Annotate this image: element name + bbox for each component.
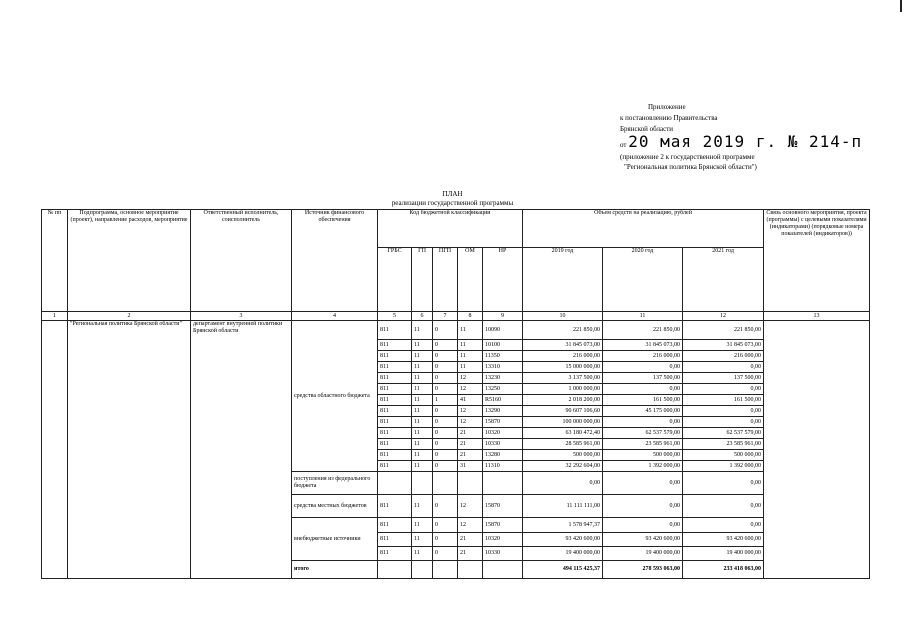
cell-amount-2019: 100 000 000,00 (523, 417, 603, 428)
cell-nr: 10330 (483, 439, 523, 450)
cell-gp: 11 (412, 518, 433, 533)
cell-grbs: 811 (378, 461, 412, 472)
cell-gp: 11 (412, 461, 433, 472)
cell-grbs: 811 (378, 533, 412, 547)
cell-grbs: 811 (378, 406, 412, 417)
cell-grbs: 811 (378, 439, 412, 450)
cell-nr: 11350 (483, 351, 523, 362)
table-body (42, 321, 870, 579)
cell-om: 12 (458, 384, 483, 395)
cell-grbs: 811 (378, 351, 412, 362)
cell-amount-2019: 1 578 947,37 (523, 518, 603, 533)
header-code-group: Код бюджетной классификации (378, 210, 523, 248)
cell-empty-code (412, 472, 433, 495)
column-number: 11 (603, 312, 683, 321)
cell-total-2021: 233 418 063,00 (683, 561, 764, 579)
cell-pgp: 0 (433, 340, 458, 351)
cell-amount-2020: 62 537 579,00 (603, 428, 683, 439)
cell-om: 21 (458, 439, 483, 450)
cell-amount-2021: 161 500,00 (683, 395, 764, 406)
cell-amount-2019: 216 000,00 (523, 351, 603, 362)
cell-om: 21 (458, 533, 483, 547)
cell-gp: 11 (412, 547, 433, 561)
cell-pgp: 0 (433, 439, 458, 450)
cell-amount-2021: 0,00 (683, 472, 764, 495)
cell-gp: 11 (412, 321, 433, 340)
cell-link (764, 321, 870, 579)
cell-pgp: 1 (433, 395, 458, 406)
cell-nr: 10100 (483, 340, 523, 351)
cell-pgp: 0 (433, 518, 458, 533)
header-no: № пп (42, 210, 68, 312)
header-amount-group: Объем средств на реализацию, рублей (523, 210, 764, 248)
cell-amount-2021: 0,00 (683, 384, 764, 395)
cell-amount-2019: 90 607 106,60 (523, 406, 603, 417)
cell-pgp: 0 (433, 417, 458, 428)
cell-amount-2020: 500 000,00 (603, 450, 683, 461)
cell-pgp: 0 (433, 428, 458, 439)
cell-amount-2020: 216 000,00 (603, 351, 683, 362)
approval-line-1: Приложение (648, 103, 686, 111)
cell-program-name: "Региональная политика Брянской области" (68, 321, 191, 579)
cell-grbs: 811 (378, 340, 412, 351)
header-executor: Ответственный исполнитель, соисполнитель (191, 210, 292, 312)
cell-amount-2020: 19 400 000,00 (603, 547, 683, 561)
cell-amount-2019: 15 000 000,00 (523, 362, 603, 373)
cell-empty-code (458, 472, 483, 495)
header-link: Связь основного мероприятия, проекта (программы) с целевыми показателями (индикаторами) (порядковые номера показателей (индикаторов)) (764, 210, 870, 312)
cell-total-label: итого (292, 561, 378, 579)
cell-amount-2019: 32 292 604,00 (523, 461, 603, 472)
cell-amount-2019: 0,00 (523, 472, 603, 495)
cell-grbs: 811 (378, 417, 412, 428)
cell-amount-2021: 216 000,00 (683, 351, 764, 362)
cell-amount-2020: 0,00 (603, 472, 683, 495)
approval-line-6: "Региональная политика Брянской области") (624, 163, 757, 171)
cell-pgp: 0 (433, 406, 458, 417)
cell-nr: 10320 (483, 428, 523, 439)
approval-date-line (620, 132, 863, 151)
cell-pgp: 0 (433, 373, 458, 384)
cell-om: 11 (458, 362, 483, 373)
cell-pgp: 0 (433, 547, 458, 561)
plan-table (41, 209, 870, 579)
cell-nr: 15870 (483, 495, 523, 518)
cell-empty-code (433, 561, 458, 579)
cell-amount-2019: 3 137 500,00 (523, 373, 603, 384)
header-code-nr: НР (483, 248, 523, 312)
cell-row-no (42, 321, 68, 579)
approval-line-3: Брянской области (620, 125, 674, 133)
cell-pgp: 0 (433, 321, 458, 340)
cell-empty-code (433, 472, 458, 495)
cell-total-2019: 494 115 425,37 (523, 561, 603, 579)
cell-om: 21 (458, 450, 483, 461)
cell-amount-2020: 31 845 073,00 (603, 340, 683, 351)
cell-nr: R5160 (483, 395, 523, 406)
cell-pgp: 0 (433, 351, 458, 362)
approval-date-number: 20 мая 2019 г. № 214-п (628, 132, 863, 151)
cell-amount-2019: 11 111 111,00 (523, 495, 603, 518)
cell-amount-2021: 31 845 073,00 (683, 340, 764, 351)
header-code-grbs: ГРБС (378, 248, 412, 312)
column-numbering-row (42, 312, 870, 321)
cell-amount-2019: 1 000 000,00 (523, 384, 603, 395)
column-number: 7 (433, 312, 458, 321)
header-code-pgp: ПГП (433, 248, 458, 312)
cell-om: 11 (458, 340, 483, 351)
cell-om: 12 (458, 406, 483, 417)
cell-om: 12 (458, 373, 483, 384)
column-number: 5 (378, 312, 412, 321)
cell-amount-2021: 500 000,00 (683, 450, 764, 461)
scan-edge-mark (900, 0, 902, 12)
cell-amount-2021: 137 500,00 (683, 373, 764, 384)
cell-grbs: 811 (378, 428, 412, 439)
cell-om: 21 (458, 547, 483, 561)
cell-amount-2020: 221 850,00 (603, 321, 683, 340)
cell-om: 41 (458, 395, 483, 406)
cell-grbs: 811 (378, 450, 412, 461)
cell-amount-2019: 63 180 472,40 (523, 428, 603, 439)
approval-from-prefix: от (620, 141, 627, 149)
cell-gp: 11 (412, 384, 433, 395)
cell-grbs: 811 (378, 321, 412, 340)
cell-pgp: 0 (433, 450, 458, 461)
cell-empty-code (458, 561, 483, 579)
cell-gp: 11 (412, 340, 433, 351)
cell-nr: 13280 (483, 450, 523, 461)
cell-empty-code (412, 561, 433, 579)
cell-amount-2021: 19 400 000,00 (683, 547, 764, 561)
column-number: 9 (483, 312, 523, 321)
cell-pgp: 0 (433, 461, 458, 472)
cell-amount-2021: 0,00 (683, 417, 764, 428)
cell-amount-2020: 23 585 961,00 (603, 439, 683, 450)
cell-gp: 11 (412, 417, 433, 428)
cell-amount-2020: 0,00 (603, 518, 683, 533)
approval-line-2: к постановлению Правительства (620, 114, 718, 122)
cell-total-2020: 278 593 063,00 (603, 561, 683, 579)
cell-source-federal: поступления из федерального бюджета (292, 472, 378, 495)
cell-gp: 11 (412, 373, 433, 384)
cell-grbs: 811 (378, 495, 412, 518)
cell-empty-code (378, 472, 412, 495)
cell-grbs: 811 (378, 384, 412, 395)
cell-source-extrabudget: внебюджетные источники (292, 518, 378, 561)
cell-amount-2020: 161 500,00 (603, 395, 683, 406)
cell-grbs: 811 (378, 547, 412, 561)
column-number: 6 (412, 312, 433, 321)
cell-amount-2019: 28 585 961,00 (523, 439, 603, 450)
cell-amount-2020: 0,00 (603, 362, 683, 373)
header-code-gp: ГП (412, 248, 433, 312)
cell-om: 11 (458, 351, 483, 362)
cell-source-local: средства местных бюджетов (292, 495, 378, 518)
cell-nr: 10090 (483, 321, 523, 340)
approval-line-5: (приложение 2 к государственной программе (620, 153, 755, 161)
cell-gp: 11 (412, 439, 433, 450)
column-number: 12 (683, 312, 764, 321)
cell-grbs: 811 (378, 373, 412, 384)
cell-empty-code (483, 561, 523, 579)
cell-amount-2021: 0,00 (683, 406, 764, 417)
cell-grbs: 811 (378, 518, 412, 533)
cell-amount-2021: 221 850,00 (683, 321, 764, 340)
header-code-om: ОМ (458, 248, 483, 312)
column-number: 3 (191, 312, 292, 321)
cell-nr: 13290 (483, 406, 523, 417)
header-year-2020: 2020 год (603, 248, 683, 312)
cell-amount-2021: 0,00 (683, 495, 764, 518)
cell-amount-2020: 0,00 (603, 417, 683, 428)
cell-pgp: 0 (433, 384, 458, 395)
header-source: Источник финансового обеспечения (292, 210, 378, 312)
cell-gp: 11 (412, 495, 433, 518)
header-year-2019: 2019 год (523, 248, 603, 312)
cell-gp: 11 (412, 533, 433, 547)
cell-nr: 15870 (483, 417, 523, 428)
cell-executor: департамент внутренней политики Брянской области (191, 321, 292, 579)
column-number: 13 (764, 312, 870, 321)
cell-om: 12 (458, 495, 483, 518)
cell-gp: 11 (412, 428, 433, 439)
cell-nr: 13310 (483, 362, 523, 373)
column-number: 10 (523, 312, 603, 321)
cell-amount-2019: 221 850,00 (523, 321, 603, 340)
cell-nr: 10320 (483, 533, 523, 547)
cell-om: 11 (458, 321, 483, 340)
cell-nr: 13230 (483, 373, 523, 384)
header-subprogram: Подпрограмма, основное мероприятие (проект), направление расходов, мероприятие (68, 210, 191, 312)
cell-nr: 13250 (483, 384, 523, 395)
cell-amount-2019: 19 400 000,00 (523, 547, 603, 561)
cell-grbs: 811 (378, 395, 412, 406)
cell-amount-2020: 0,00 (603, 384, 683, 395)
column-number: 8 (458, 312, 483, 321)
cell-pgp: 0 (433, 495, 458, 518)
table-header (42, 210, 870, 321)
cell-om: 12 (458, 417, 483, 428)
cell-amount-2021: 1 392 000,00 (683, 461, 764, 472)
cell-om: 31 (458, 461, 483, 472)
cell-amount-2019: 500 000,00 (523, 450, 603, 461)
cell-amount-2020: 1 392 000,00 (603, 461, 683, 472)
cell-gp: 11 (412, 450, 433, 461)
cell-amount-2021: 0,00 (683, 362, 764, 373)
cell-nr: 10330 (483, 547, 523, 561)
cell-nr: 11310 (483, 461, 523, 472)
column-number: 4 (292, 312, 378, 321)
cell-source-regional: средства областного бюджета (292, 321, 378, 472)
cell-pgp: 0 (433, 362, 458, 373)
header-year-2021: 2021 год (683, 248, 764, 312)
cell-amount-2020: 137 500,00 (603, 373, 683, 384)
column-number: 2 (68, 312, 191, 321)
cell-amount-2019: 2 018 200,00 (523, 395, 603, 406)
cell-grbs: 811 (378, 362, 412, 373)
column-number: 1 (42, 312, 68, 321)
cell-amount-2019: 93 420 600,00 (523, 533, 603, 547)
plan-subtitle: реализации государственной программы (391, 199, 514, 207)
cell-gp: 11 (412, 395, 433, 406)
cell-om: 12 (458, 518, 483, 533)
cell-amount-2021: 93 420 600,00 (683, 533, 764, 547)
cell-amount-2019: 31 845 073,00 (523, 340, 603, 351)
cell-amount-2020: 45 175 000,00 (603, 406, 683, 417)
cell-amount-2021: 23 585 961,00 (683, 439, 764, 450)
cell-empty-code (483, 472, 523, 495)
cell-amount-2020: 0,00 (603, 495, 683, 518)
table-row (42, 321, 870, 340)
plan-title: ПЛАН (442, 190, 463, 198)
cell-gp: 11 (412, 362, 433, 373)
cell-om: 21 (458, 428, 483, 439)
cell-amount-2020: 93 420 600,00 (603, 533, 683, 547)
cell-amount-2021: 0,00 (683, 518, 764, 533)
cell-gp: 11 (412, 406, 433, 417)
cell-pgp: 0 (433, 533, 458, 547)
cell-gp: 11 (412, 351, 433, 362)
cell-amount-2021: 62 537 579,00 (683, 428, 764, 439)
cell-empty-code (378, 561, 412, 579)
cell-nr: 15870 (483, 518, 523, 533)
